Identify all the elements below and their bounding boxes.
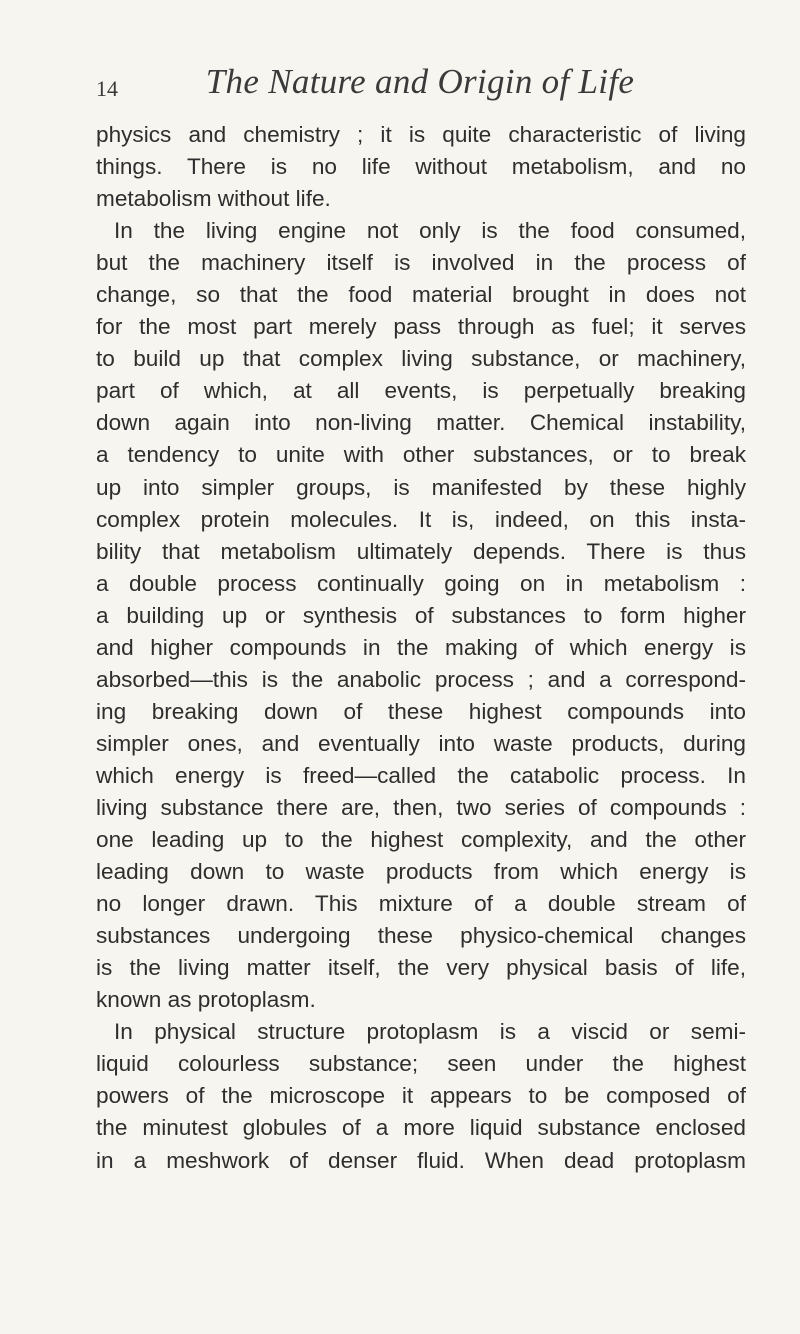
text-line: one leading up to the highest complexity, and the other: [96, 827, 746, 853]
text-line: physics and chemistry ; it is quite characteristic of living: [96, 122, 746, 147]
text-line: complex protein molecules. It is, indeed, on this insta-: [96, 506, 746, 532]
text-line: liquid colourless substance; seen under the highest: [96, 1051, 746, 1077]
text-line: ing breaking down of these highest compounds into: [96, 698, 746, 724]
text-line: In the living engine not only is the food consumed,: [114, 218, 746, 244]
text-line: metabolism without life.: [96, 186, 331, 212]
text-line: is the living matter itself, the very physical basis of life,: [96, 955, 746, 981]
running-head: [96, 62, 744, 112]
page-number: 14: [96, 76, 118, 101]
text-line: a tendency to unite with other substances, or to break: [96, 442, 746, 468]
text-line: living substance there are, then, two series of compounds :: [96, 794, 746, 820]
text-line: a building up or synthesis of substances to form higher: [96, 602, 746, 628]
running-title: The Nature and Origin of Life: [205, 62, 635, 101]
text-line: simpler ones, and eventually into waste products, during: [96, 730, 746, 756]
text-line: for the most part merely pass through as fuel; it serves: [96, 314, 746, 340]
text-line: leading down to waste products from which energy is: [96, 859, 746, 885]
text-line: in a meshwork of denser fluid. When dead protoplasm: [96, 1147, 746, 1173]
text-line: up into simpler groups, is manifested by these highly: [96, 474, 746, 500]
text-line: things. There is no life without metabolism, and no: [96, 154, 746, 180]
text-line: absorbed—this is the anabolic process ; and a correspond-: [96, 666, 746, 692]
text-line: bility that metabolism ultimately depends. There is thus: [96, 538, 746, 564]
text-line: part of which, at all events, is perpetually breaking: [96, 378, 746, 404]
text-line: powers of the microscope it appears to be composed of: [96, 1083, 746, 1109]
body-text: [96, 119, 746, 1177]
text-line: In physical structure protoplasm is a viscid or semi-: [114, 1019, 746, 1045]
text-line: no longer drawn. This mixture of a double stream of: [96, 891, 746, 917]
text-line: to build up that complex living substance, or machinery,: [96, 346, 746, 372]
text-line: known as protoplasm.: [96, 987, 316, 1013]
text-line: the minutest globules of a more liquid substance enclosed: [96, 1115, 746, 1141]
text-line: and higher compounds in the making of which energy is: [96, 634, 746, 660]
text-line: down again into non-living matter. Chemical instability,: [96, 410, 746, 436]
text-line: but the machinery itself is involved in the process of: [96, 250, 746, 276]
text-line: which energy is freed—called the catabolic process. In: [96, 762, 746, 788]
text-line: a double process continually going on in metabolism :: [96, 570, 746, 596]
text-line: change, so that the food material brought in does not: [96, 282, 746, 308]
text-line: substances undergoing these physico-chemical changes: [96, 923, 746, 949]
